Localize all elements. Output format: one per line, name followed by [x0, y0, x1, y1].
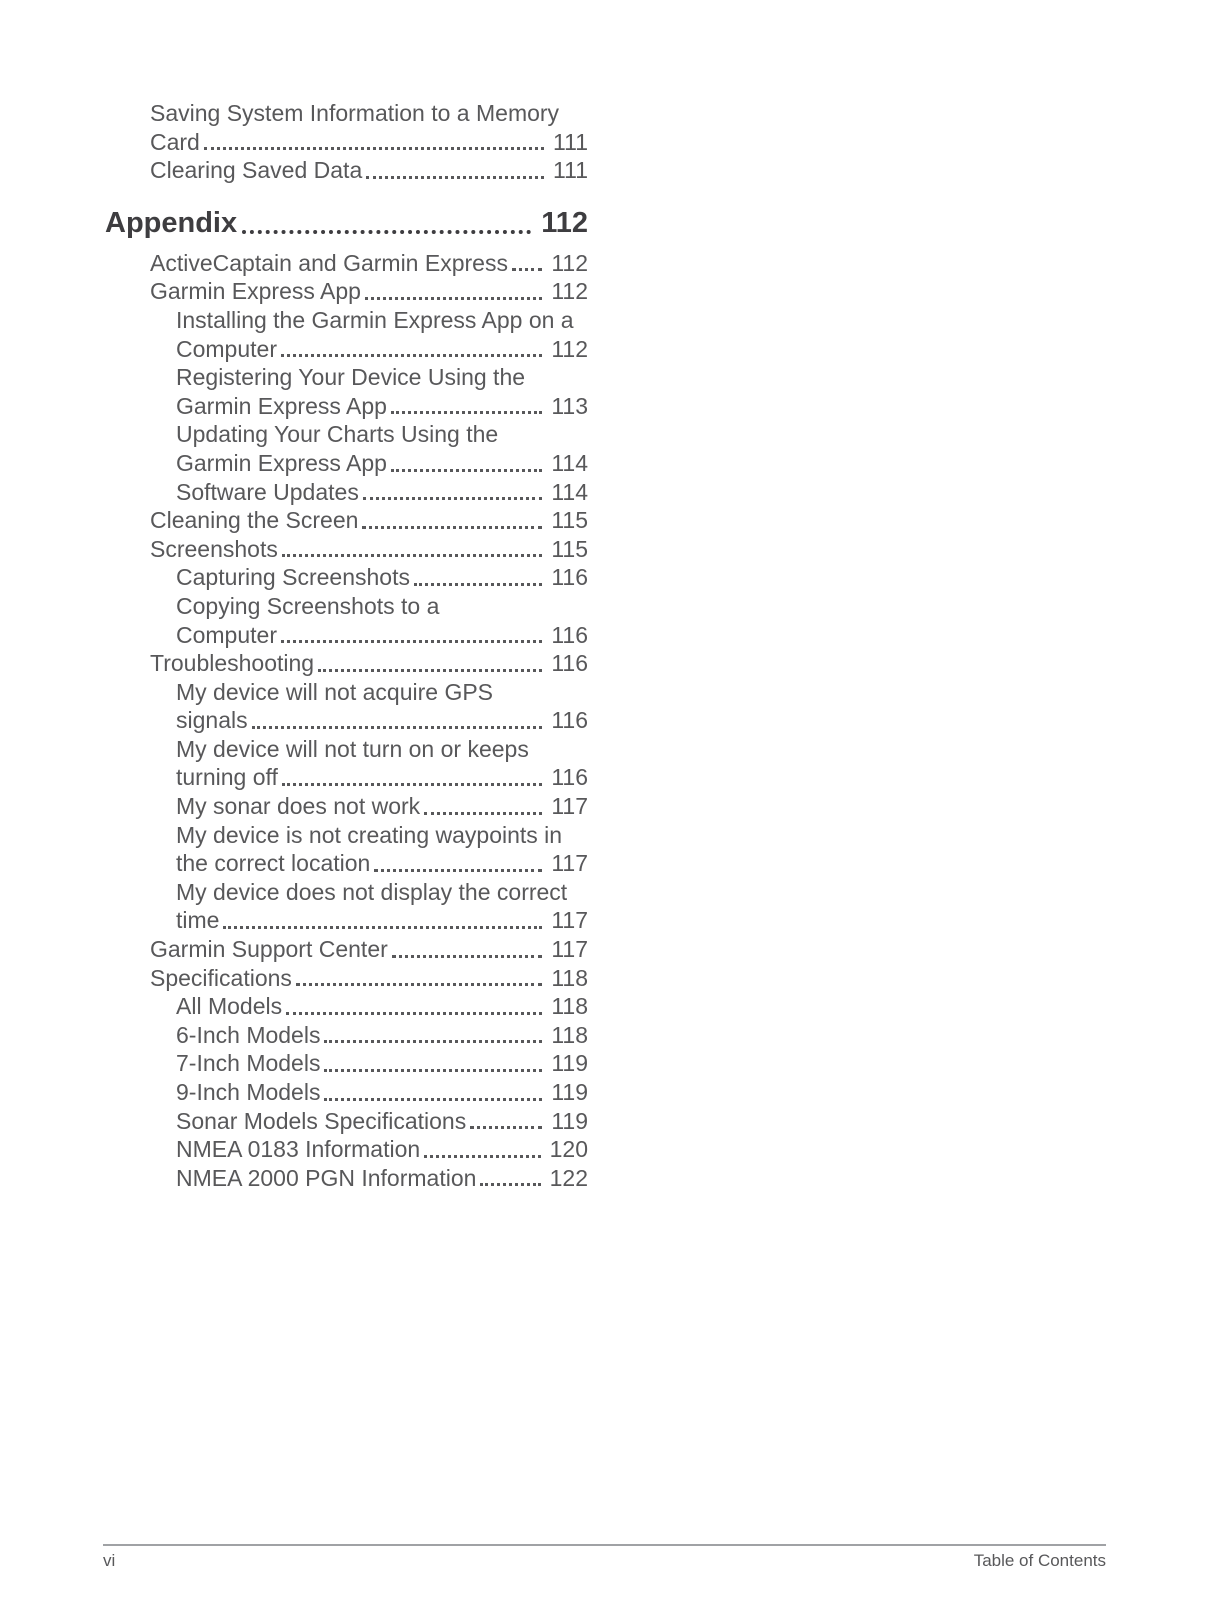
toc-line: [150, 935, 588, 964]
page-number: 120: [549, 1136, 588, 1163]
toc-entry-title: 6-Inch Models: [176, 1021, 321, 1048]
toc-line: [176, 392, 588, 421]
toc-line: [176, 1078, 588, 1107]
toc-line: [176, 592, 588, 621]
toc-entry: [105, 1164, 588, 1193]
toc-entry: [105, 592, 588, 649]
dot-leader: [324, 1098, 542, 1101]
page-number: 118: [551, 964, 588, 991]
footer-section-label: Table of Contents: [973, 1551, 1106, 1570]
toc-entry-title: NMEA 0183 Information: [176, 1136, 421, 1163]
page-number: 116: [551, 764, 588, 791]
toc-entry-title: Updating Your Charts Using the: [176, 421, 499, 448]
toc-entry-title: My device does not display the correct: [176, 878, 568, 905]
toc-entry: [105, 420, 588, 477]
toc-entry: [105, 878, 588, 935]
page-number: 112: [551, 249, 588, 276]
dot-leader: [242, 230, 531, 234]
toc-entry: [105, 964, 588, 993]
dot-leader: [512, 268, 542, 271]
toc-entry: [105, 306, 588, 363]
toc-line: [176, 992, 588, 1021]
toc-line: [176, 449, 588, 478]
toc-entry-title: Card: [150, 128, 200, 155]
toc-entry: [105, 649, 588, 678]
toc-line: [150, 506, 588, 535]
toc-entry: [105, 99, 588, 156]
toc-line: [176, 1049, 588, 1078]
dot-leader: [480, 1183, 540, 1186]
toc-entry-title: Software Updates: [176, 478, 359, 505]
footer-row: [103, 1550, 1106, 1571]
toc-line: [176, 878, 588, 907]
dot-leader: [281, 354, 542, 357]
page-number: 111: [553, 128, 588, 155]
toc-line: [150, 156, 588, 185]
toc-entry-title: Copying Screenshots to a: [176, 592, 440, 619]
page-number: 111: [553, 157, 588, 184]
toc-line: [176, 420, 588, 449]
toc-entry: [105, 1049, 588, 1078]
toc-list: [105, 99, 588, 1192]
toc-entry-title: All Models: [176, 993, 283, 1020]
toc-entry: [105, 563, 588, 592]
toc-heading-title: Appendix: [105, 206, 238, 239]
toc-entry-title: Installing the Garmin Express App on a: [176, 306, 574, 333]
toc-line: [176, 678, 588, 707]
dot-leader: [363, 497, 543, 500]
page-number: 112: [551, 278, 588, 305]
page-number: 119: [551, 1079, 588, 1105]
page-footer: [103, 1544, 1106, 1571]
toc-entry-title: the correct location: [176, 850, 371, 877]
page-number: 116: [551, 707, 588, 734]
page-number: 112: [541, 206, 588, 239]
page-number: 114: [551, 449, 588, 476]
dot-leader: [282, 783, 542, 786]
dot-leader: [223, 926, 542, 929]
dot-leader: [424, 1155, 540, 1158]
toc-line: [150, 535, 588, 564]
page-number: 117: [551, 793, 588, 820]
toc-entry: [105, 1078, 588, 1107]
toc-entry: [105, 792, 588, 821]
toc-line: [176, 1164, 588, 1193]
toc-entry: [105, 535, 588, 564]
dot-leader: [204, 147, 544, 150]
toc-entry-title: Registering Your Device Using the: [176, 364, 526, 391]
toc-line: [150, 99, 588, 128]
dot-leader: [392, 955, 543, 958]
toc-entry-title: Cleaning the Screen: [150, 507, 359, 534]
dot-leader: [374, 869, 542, 872]
dot-leader: [470, 1126, 542, 1129]
toc-line: [150, 649, 588, 678]
toc-entry-title: ActiveCaptain and Garmin Express: [150, 249, 508, 276]
toc-entry-title: My sonar does not work: [176, 793, 421, 820]
dot-leader: [252, 726, 543, 729]
dot-leader: [366, 176, 544, 179]
page-number: 122: [549, 1164, 588, 1191]
dot-leader: [318, 669, 542, 672]
dot-leader: [324, 1069, 542, 1072]
toc-entry: [105, 1135, 588, 1164]
toc-entry: [105, 821, 588, 878]
dot-leader: [424, 812, 542, 815]
toc-heading: [105, 205, 588, 242]
toc-entry: [105, 735, 588, 792]
toc-entry-title: Computer: [176, 335, 277, 362]
page-number: 113: [551, 392, 588, 419]
toc-entry: [105, 1107, 588, 1136]
toc-entry-title: turning off: [176, 764, 278, 791]
toc-line: [150, 277, 588, 306]
toc-entry: [105, 678, 588, 735]
toc-entry: [105, 156, 588, 185]
toc-entry-title: My device will not turn on or keeps: [176, 735, 529, 762]
toc-entry-title: Computer: [176, 621, 277, 648]
dot-leader: [391, 411, 542, 414]
toc-entry-title: 7-Inch Models: [176, 1050, 321, 1077]
toc-line: [176, 621, 588, 650]
toc-line: [176, 792, 588, 821]
dot-leader: [391, 469, 542, 472]
toc-line: [176, 363, 588, 392]
toc-line: [176, 821, 588, 850]
toc-entry: [105, 992, 588, 1021]
toc-line: [176, 906, 588, 935]
toc-line: [176, 735, 588, 764]
dot-leader: [365, 297, 542, 300]
page-number: 116: [551, 650, 588, 677]
toc-entry-title: My device will not acquire GPS: [176, 678, 494, 705]
page-number: 116: [551, 564, 588, 591]
dot-leader: [286, 1012, 542, 1015]
page-number: 118: [551, 993, 588, 1020]
toc-entry-title: Garmin Support Center: [150, 936, 388, 963]
toc-line: [150, 249, 588, 278]
page-number: 115: [551, 535, 588, 562]
toc-line: [176, 763, 588, 792]
toc-entry-title: signals: [176, 707, 248, 734]
toc-entry: [105, 277, 588, 306]
toc-line: [176, 706, 588, 735]
toc-line: [176, 335, 588, 364]
page-number: 117: [551, 936, 588, 963]
toc-entry-title: NMEA 2000 PGN Information: [176, 1164, 477, 1191]
page-number: 117: [551, 850, 588, 877]
toc-entry-title: Sonar Models Specifications: [176, 1107, 467, 1134]
page-number: 119: [551, 1107, 588, 1134]
toc-entry: [105, 1021, 588, 1050]
footer-page-number: vi: [103, 1551, 116, 1570]
footer-divider: [103, 1544, 1106, 1546]
toc-line: [105, 205, 588, 242]
toc-line: [176, 1135, 588, 1164]
toc-entry-title: Capturing Screenshots: [176, 564, 410, 591]
toc-line: [176, 1021, 588, 1050]
toc-line: [150, 964, 588, 993]
toc-entry: [105, 935, 588, 964]
toc-entry-title: Clearing Saved Data: [150, 157, 363, 184]
dot-leader: [362, 526, 542, 529]
page-number: 118: [551, 1021, 588, 1048]
dot-leader: [324, 1040, 542, 1043]
toc-entry: [105, 249, 588, 278]
toc-line: [176, 478, 588, 507]
toc-entry: [105, 478, 588, 507]
page-number: 116: [551, 621, 588, 648]
toc-entry-title: time: [176, 907, 220, 934]
toc-line: [150, 128, 588, 157]
dot-leader: [282, 554, 542, 557]
toc-entry-title: Screenshots: [150, 535, 278, 562]
dot-leader: [414, 583, 542, 586]
toc-entry-title: My device is not creating waypoints in: [176, 821, 563, 848]
dot-leader: [281, 640, 542, 643]
page-number: 119: [551, 1050, 588, 1077]
toc-line: [176, 563, 588, 592]
toc-line: [176, 849, 588, 878]
toc-line: [176, 1107, 588, 1136]
toc-entry-title: 9-Inch Models: [176, 1079, 321, 1105]
page-number: 115: [551, 507, 588, 534]
dot-leader: [296, 983, 542, 986]
toc-entry-title: Garmin Express App: [150, 278, 361, 305]
toc-entry: [105, 506, 588, 535]
toc-entry-title: Specifications: [150, 964, 292, 991]
toc-entry-title: Garmin Express App: [176, 392, 387, 419]
toc-entry-title: Garmin Express App: [176, 449, 387, 476]
page-number: 114: [551, 478, 588, 505]
page-number: 117: [551, 907, 588, 934]
page-number: 112: [551, 335, 588, 362]
toc-entry: [105, 363, 588, 420]
toc-entry-title: Saving System Information to a Memory: [150, 100, 560, 126]
toc-line: [176, 306, 588, 335]
toc-entry-title: Troubleshooting: [150, 650, 315, 677]
